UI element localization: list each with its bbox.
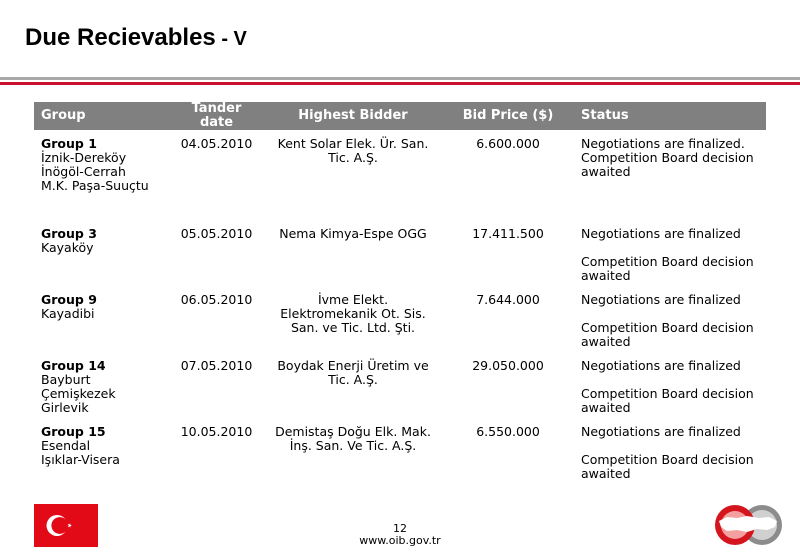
header-group: Group [34, 102, 169, 130]
group-cell [34, 286, 169, 352]
tender-date: 05.05.2010 [180, 226, 253, 241]
tender-date: 10.05.2010 [180, 424, 253, 439]
bid-price: 6.550.000 [476, 424, 540, 439]
status-cell [574, 130, 766, 220]
tender-date: 06.05.2010 [180, 292, 253, 307]
group-location: Bayburt [41, 372, 91, 387]
highest-bidder: Nema Kimya-Espe OGG [279, 226, 427, 241]
group-location: Girlevik [41, 400, 89, 415]
group-location: Işıklar-Visera [41, 452, 120, 467]
header-tender-date: Tander date [169, 102, 264, 130]
bid-price: 29.050.000 [472, 358, 544, 373]
page-title [25, 24, 247, 52]
status-text: Competition Board decision awaited [581, 452, 754, 481]
status-text: Competition Board decision awaited [581, 386, 754, 415]
oib-logo-icon [713, 503, 785, 547]
receivables-table [34, 102, 766, 484]
group-cell [34, 220, 169, 286]
group-name: Group 9 [41, 292, 97, 307]
turkish-flag-icon [34, 504, 98, 547]
highest-bidder: Demistaş Doğu Elk. Mak. İnş. San. Ve Tic. A.Ş. [275, 424, 431, 453]
table-row [34, 130, 766, 220]
title-main: Due Recievables [25, 24, 216, 51]
table-header-row [34, 102, 766, 130]
status-cell [574, 418, 766, 484]
highest-bidder: İvme Elekt. Elektromekanik Ot. Sis. San. ve Tic. Ltd. Şti. [280, 292, 426, 335]
status-text: Negotiations are finalized [581, 226, 741, 241]
status-text: Negotiations are finalized [581, 358, 741, 373]
group-cell [34, 418, 169, 484]
group-location: İznik-Dereköy [41, 150, 127, 165]
header-highest-bidder: Highest Bidder [264, 102, 442, 130]
highest-bidder: Kent Solar Elek. Ür. San. Tic. A.Ş. [277, 136, 429, 165]
header-status: Status [574, 102, 766, 130]
group-location: Kayadibi [41, 306, 95, 321]
website-url: www.oib.gov.tr [359, 534, 441, 547]
tender-date: 07.05.2010 [180, 358, 253, 373]
group-location: İnögöl-Cerrah [41, 164, 126, 179]
group-name: Group 3 [41, 226, 97, 241]
status-text: Competition Board decision awaited [581, 254, 754, 283]
status-cell [574, 286, 766, 352]
group-location: M.K. Paşa-Suuçtu [41, 178, 149, 193]
group-location: Çemişkezek [41, 386, 116, 401]
red-divider [0, 82, 800, 85]
group-name: Group 1 [41, 136, 97, 151]
header-bid-price: Bid Price ($) [442, 102, 574, 130]
status-text: Negotiations are finalized [581, 424, 741, 439]
bid-price: 6.600.000 [476, 136, 540, 151]
status-text: Competition Board decision awaited [581, 320, 754, 349]
status-text: Negotiations are finalized [581, 292, 741, 307]
status-cell [574, 220, 766, 286]
tender-date: 04.05.2010 [180, 136, 253, 151]
bid-price: 17.411.500 [472, 226, 544, 241]
group-cell [34, 352, 169, 418]
group-name: Group 14 [41, 358, 106, 373]
table-row [34, 352, 766, 418]
group-name: Group 15 [41, 424, 106, 439]
table-row [34, 418, 766, 484]
page-number: 12 [393, 522, 407, 535]
title-suffix: - V [215, 28, 247, 50]
highest-bidder: Boydak Enerji Üretim ve Tic. A.Ş. [277, 358, 429, 387]
group-location: Esendal [41, 438, 91, 453]
status-text: Negotiations are finalized. Competition Board decision awaited [581, 136, 754, 179]
table-row [34, 286, 766, 352]
group-cell [34, 130, 169, 220]
group-location: Kayaköy [41, 240, 94, 255]
grey-divider [0, 77, 800, 80]
bid-price: 7.644.000 [476, 292, 540, 307]
status-cell [574, 352, 766, 418]
table-row [34, 220, 766, 286]
